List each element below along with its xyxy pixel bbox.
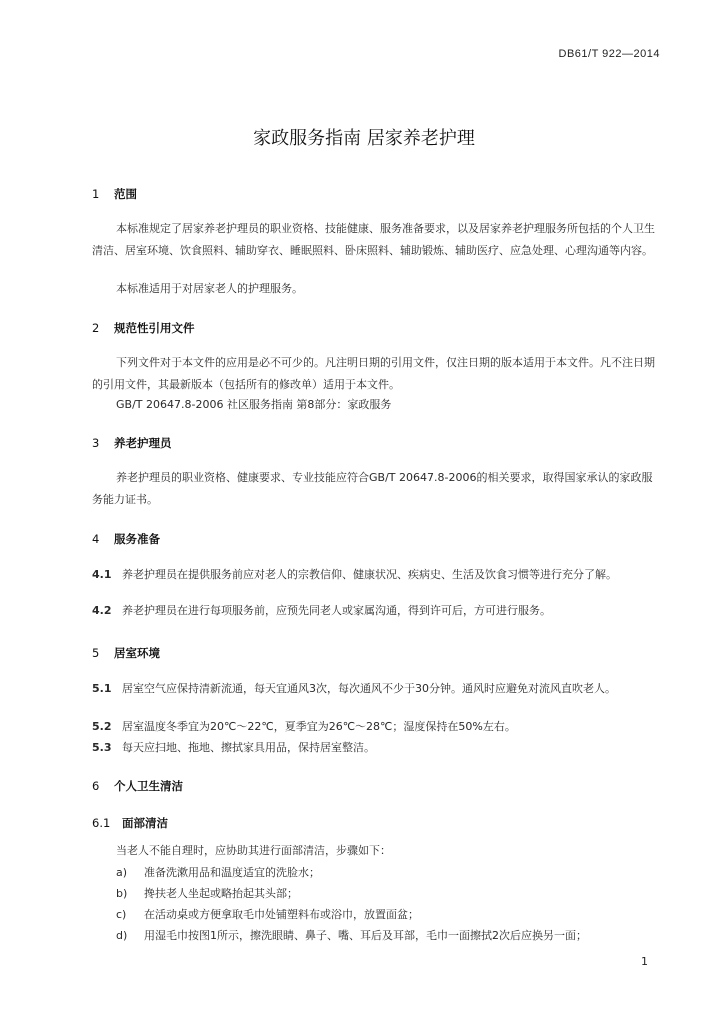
clause-text: 养老护理员在进行每项服务前，应预先同老人或家属沟通，得到许可后，方可进行服务。 [122, 604, 551, 617]
paragraph: GB/T 20647.8-2006 社区服务指南 第8部分：家政服务 [116, 398, 392, 411]
clause [92, 716, 662, 738]
paragraph: 本标准适用于对居家老人的护理服务。 [116, 282, 303, 295]
section-title: 居室环境 [114, 646, 160, 660]
clause-number: 4.1 [92, 568, 112, 581]
clause-text: 居室空气应保持清新流通，每天宜通风3次，每次通风不少于30分钟。通风时应避免对流风直吹老人。 [122, 682, 616, 695]
section-heading-3 [92, 435, 172, 451]
clause-text: 每天应扫地、拖地、擦拭家具用品，保持居室整洁。 [122, 741, 375, 754]
clause-text: 居室温度冬季宜为20℃～22℃，夏季宜为26℃～28℃；湿度保持在50%左右。 [122, 720, 516, 733]
clause-number: 4.2 [92, 604, 112, 617]
section-title: 养老护理员 [114, 436, 172, 450]
document-code: DB61/T 922—2014 [558, 48, 660, 60]
paragraph: 本标准规定了居家养老护理员的职业资格、技能健康、服务准备要求，以及居家养老护理服务所包括的个人卫生清洁、居室环境、饮食照料、辅助穿衣、睡眠照料、卧床照料、辅助锻炼、辅助医疗、应急处理、心理沟通等内容。 [92, 222, 655, 257]
list-item [116, 904, 662, 926]
list-item [116, 925, 662, 947]
list-item-text: 用湿毛巾按图1所示，擦洗眼睛、鼻子、嘴、耳后及耳部，毛巾一面擦拭2次后应换另一面； [144, 929, 587, 942]
section-heading-2 [92, 320, 195, 336]
section-number: 3 [92, 436, 100, 450]
section-number: 6 [92, 779, 100, 793]
paragraph: 下列文件对于本文件的应用是必不可少的。凡注明日期的引用文件，仅注日期的版本适用于本文件。凡不注日期的引用文件，其最新版本（包括所有的修改单）适用于本文件。 [92, 356, 655, 391]
section-number: 5 [92, 646, 100, 660]
paragraph: 当老人不能自理时，应协助其进行面部清洁，步骤如下： [116, 844, 391, 857]
list-item [116, 862, 662, 884]
section-number: 2 [92, 321, 100, 335]
subsection-title: 面部清洁 [122, 816, 168, 830]
section-title: 范围 [114, 187, 137, 201]
section-heading-1 [92, 186, 137, 202]
section-heading-4 [92, 531, 160, 547]
section-number: 1 [92, 187, 100, 201]
section-heading-5 [92, 645, 160, 661]
list-item-text: 搀扶老人坐起或略抬起其头部； [144, 887, 298, 900]
clause-text: 养老护理员在提供服务前应对老人的宗教信仰、健康状况、疾病史、生活及饮食习惯等进行充分了解。 [122, 568, 617, 581]
clause-number: 5.3 [92, 741, 112, 754]
section-number: 4 [92, 532, 100, 546]
clause-number: 5.1 [92, 682, 112, 695]
page-title: 家政服务指南 居家养老护理 [253, 128, 475, 149]
clause [92, 564, 662, 586]
list-marker: d) [116, 929, 128, 942]
page-number: 1 [641, 955, 648, 968]
paragraph: 养老护理员的职业资格、健康要求、专业技能应符合GB/T 20647.8-2006的相关要求，取得国家承认的家政服务能力证书。 [92, 471, 653, 506]
section-title: 服务准备 [114, 532, 160, 546]
clause [92, 600, 662, 622]
list-item-text: 在活动桌或方便拿取毛巾处铺塑料布或浴巾，放置面盆； [144, 908, 419, 921]
subsection-number: 6.1 [92, 816, 111, 830]
list-marker: a) [116, 866, 128, 879]
clause [92, 737, 662, 759]
list-item-text: 准备洗漱用品和温度适宜的洗脸水； [144, 866, 320, 879]
subsection-heading-6-1 [92, 815, 168, 831]
section-title: 规范性引用文件 [114, 321, 195, 335]
clause [92, 678, 662, 700]
clause-number: 5.2 [92, 720, 112, 733]
list-marker: c) [116, 908, 127, 921]
list-marker: b) [116, 887, 128, 900]
section-title: 个人卫生清洁 [114, 779, 183, 793]
section-heading-6 [92, 778, 183, 794]
list-item [116, 883, 662, 905]
